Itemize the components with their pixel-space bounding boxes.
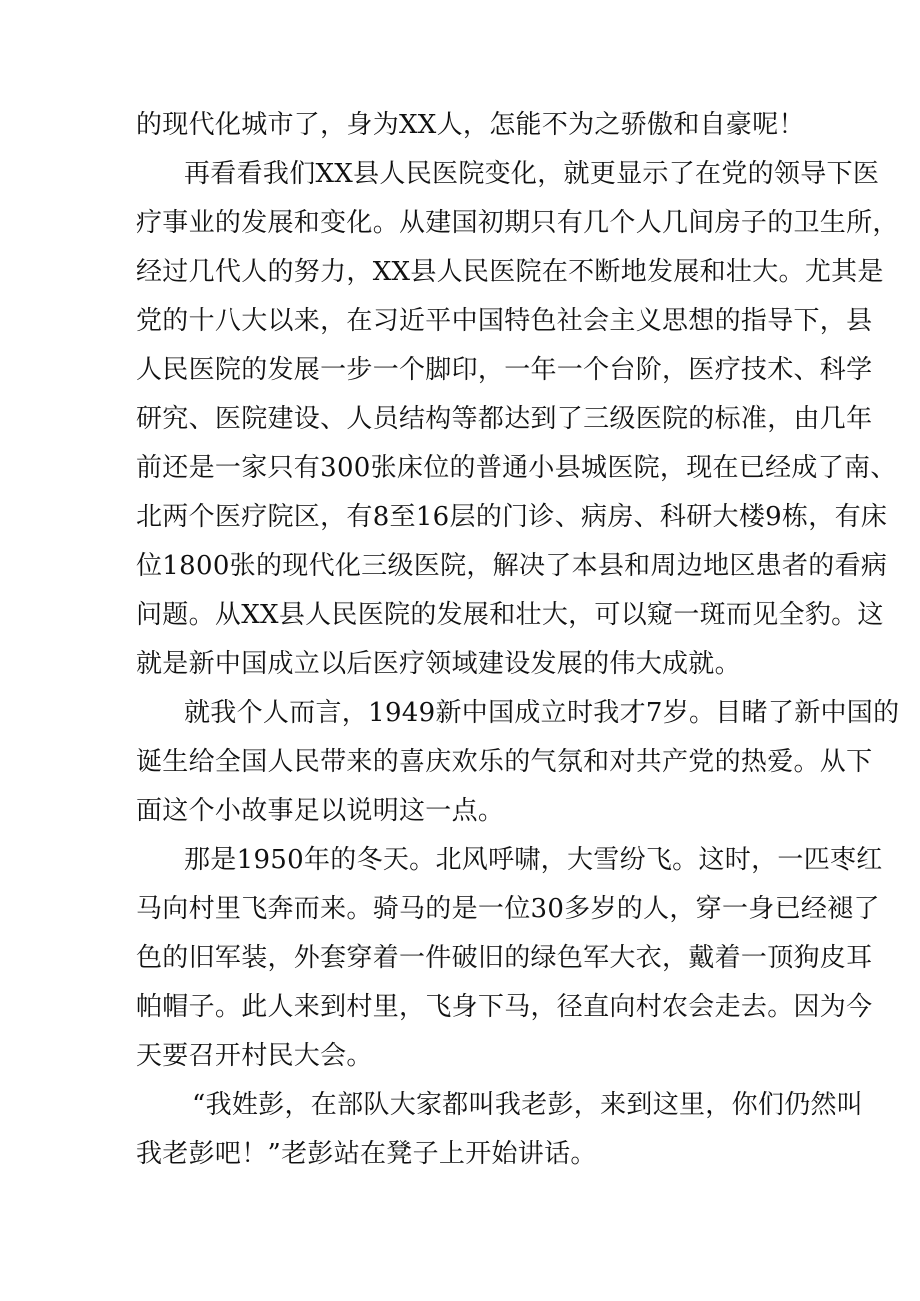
text-line: 面这个小故事足以说明这一点。 xyxy=(136,796,505,826)
paragraph-first-line: “我姓彭，在部队大家都叫我老彭，来到这里，你们仍然叫 xyxy=(192,1090,864,1120)
text-line: 疗事业的发展和变化。从建国初期只有几个人几间房子的卫生所， xyxy=(136,208,899,238)
text-line: 天要召开村民大会。 xyxy=(136,1041,373,1071)
text-line: 诞生给全国人民带来的喜庆欢乐的气氛和对共产党的热爱。从下 xyxy=(136,747,873,777)
text-line: 人民医院的发展一步一个脚印，一年一个台阶，医疗技术、科学 xyxy=(136,355,873,385)
text-line: 研究、医院建设、人员结构等都达到了三级医院的标准，由几年 xyxy=(136,404,873,434)
paragraph-first-line: 那是1950年的冬天。北风呼啸，大雪纷飞。这时，一匹枣红 xyxy=(184,845,883,875)
text-line: 我老彭吧！”老彭站在凳子上开始讲话。 xyxy=(136,1139,597,1169)
paragraph-first-line: 就我个人而言，1949新中国成立时我才7岁。目睹了新中国的 xyxy=(184,698,900,728)
text-line: 经过几代人的努力，XX县人民医院在不断地发展和壮大。尤其是 xyxy=(136,257,884,287)
text-line: 位1800张的现代化三级医院，解决了本县和周边地区患者的看病 xyxy=(136,551,888,581)
text-line: 帕帽子。此人来到村里，飞身下马，径直向村农会走去。因为今 xyxy=(136,992,873,1022)
text-line: 色的旧军装，外套穿着一件破旧的绿色军大衣，戴着一顶狗皮耳 xyxy=(136,943,873,973)
text-line: 马向村里飞奔而来。骑马的是一位30多岁的人，穿一身已经褪了 xyxy=(136,894,880,924)
text-line: 党的十八大以来，在习近平中国特色社会主义思想的指导下，县 xyxy=(136,306,873,336)
text-line: 的现代化城市了，身为XX人，怎能不为之骄傲和自豪呢！ xyxy=(136,110,805,140)
text-line: 前还是一家只有300张床位的普通小县城医院，现在已经成了南、 xyxy=(136,453,897,483)
text-line: 北两个医疗院区，有8至16层的门诊、病房、科研大楼9栋，有床 xyxy=(136,502,888,532)
text-line: 就是新中国成立以后医疗领域建设发展的伟大成就。 xyxy=(136,649,741,679)
paragraph-first-line: 再看看我们XX县人民医院变化，就更显示了在党的领导下医 xyxy=(184,159,880,189)
text-line: 问题。从XX县人民医院的发展和壮大，可以窥一斑而见全豹。这 xyxy=(136,600,884,630)
